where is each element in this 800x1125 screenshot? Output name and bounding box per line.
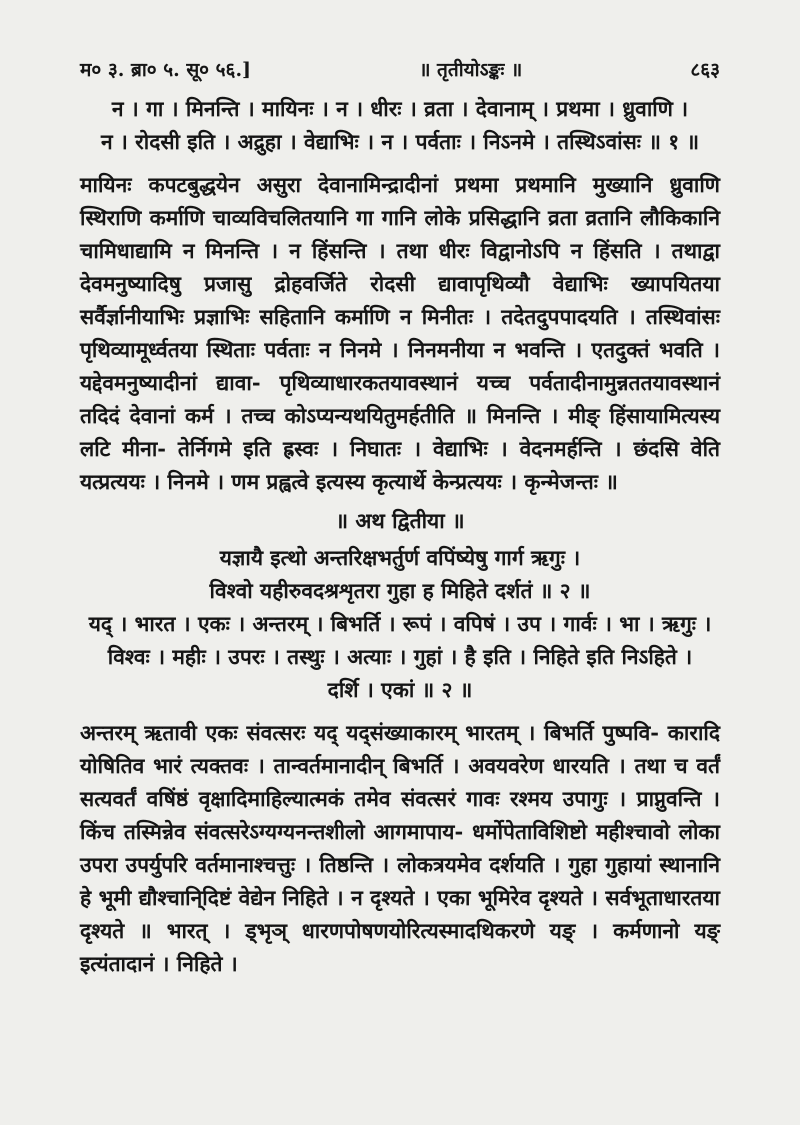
mantra-line: न । रोदसी इति । अद्रुहा । वेद्याभिः । न । पर्वताः । निऽनमे । तस्थिऽवांसः ॥ १ ॥ xyxy=(100,129,700,154)
pada-line: यद् । भारत । एकः । अन्तरम् । बिभर्ति । रूपं । वपिषं । उप । गार्वः । भा । ऋगुः । xyxy=(88,611,712,636)
mantra-block-2 xyxy=(80,541,720,980)
mantra-block-1 xyxy=(80,92,720,498)
mantra-line: विश्वो यहीरुवदश्रशृतरा गुहा ह मिहिते दर्शतं ॥ २ ॥ xyxy=(209,578,591,603)
pada-line: विश्वः । महीः । उपरः । तस्थुः । अत्याः । गुहां । है इति । निहिते इति निऽहिते । xyxy=(107,644,693,669)
running-head-title: ॥ तृतीयोऽङ्कः ॥ xyxy=(419,59,523,81)
mantra-line: न । गा । मिनन्ति । मायिनः । न । धीरः । व्रता । देवानाम् । प्रथमा । ध्रुवाणि । xyxy=(111,96,689,121)
pada-line: दर्शि । एकां ॥ २ ॥ xyxy=(327,677,473,702)
section-heading: ॥ अथ द्वितीया ॥ xyxy=(335,508,465,533)
page-number: ८६३ xyxy=(690,59,720,81)
running-head-left: म० ३. ब्रा० ५. सू० ५६.] xyxy=(80,59,252,81)
commentary-1: मायिनः कपटबुद्धयेन असुरा देवानामिन्द्रादीनां प्रथमा प्रथमानि मुख्यानि ध्रुवाणि स्थिराणि कर्माणि चाव्यविचलितयानि गा गानि लोके प्रसिद्धानि व्रता व्रतानि लौकिकानि चामिधाद्यामि न मिनन्ति । न हिंसन्ति । तथा धीरः विद्वानोऽपि न हिंसति । तथाद्वा देवमनुष्यादिषु प्रजासु द्रोहवर्जिते रोदसी द्यावापृथिव्यौ वेद्याभिः ख्यापयितया सर्वैर्ज्ञानीयाभिः प्रज्ञाभिः सहितानि कर्माणि न मिनीतः । तदेतदुपपादयति । तस्थिवांसः पृथिव्यामूर्ध्वतया स्थिताः पर्वताः न निनमे । निनमनीया न भवन्ति । एतदुक्तं भवति । यद्देवमनुष्यादीनां द्यावा- पृथिव्याधारकतयावस्थानं यच्च पर्वतादीनामुन्नततयावस्थानं तदिदं देवानां कर्म । तच्च कोऽप्यन्यथयितुमर्हतीति ॥ मिनन्ति । मीङ् हिंसायामित्यस्य लटि मीना- तेर्निगमे इति ह्रस्वः । निघातः । वेद्याभिः । वेदनमर्हन्ति । छंदसि वेति यत्प्रत्ययः । निनमे । णम प्रह्वत्वे इत्यस्य कृत्यार्थे केन्प्रत्ययः । कृन्मेजन्तः ॥ xyxy=(80,172,720,494)
document-page xyxy=(80,56,720,984)
running-head xyxy=(80,56,720,82)
commentary-2: अन्तरम् ऋतावी एकः संवत्सरः यद् यद्संख्याकारम् भारतम् । बिभर्ति पुष्पवि- कारादि योषितिव भारं त्यक्तवः । तान्वर्तमानादीन् बिभर्ति । अवयवरेण धारयति । तथा च वर्तं सत्यवर्तं वषिंष्ठं वृक्षादिमाहिल्यात्मकं तमेव संवत्सरं गावः रश्मय उपागुः । प्राप्नुवन्ति । किंच तस्मिन्नेव संवत्सरेऽग्यग्यनन्तशीलो आगमापाय- धर्मोपेताविशिष्टो महीश्चावो लोका उपरा उपर्युपरि वर्तमानाश्चत्तुः । तिष्ठन्ति । लोकत्रयमेव दर्शयति । गुहा गुहायां स्थानानि हे भूमी द्यौश्चानि्दिष्टं वेद्येन निहिते । न दृश्यते । एका भूमिरेव दृश्यते । सर्वभूताधारतया दृश्यते ॥ भारत् । ड्भृञ् धारणपोषणयोरित्यस्मादथिकरणे यङ् । कर्मणानो यङ् इत्यंतादानं । निहिते । xyxy=(80,720,720,976)
mantra-line: यज्ञायै इत्थो अन्तरिक्षभर्तुर्ण वपिंष्येषु गार्ग ऋगुः । xyxy=(219,545,581,570)
